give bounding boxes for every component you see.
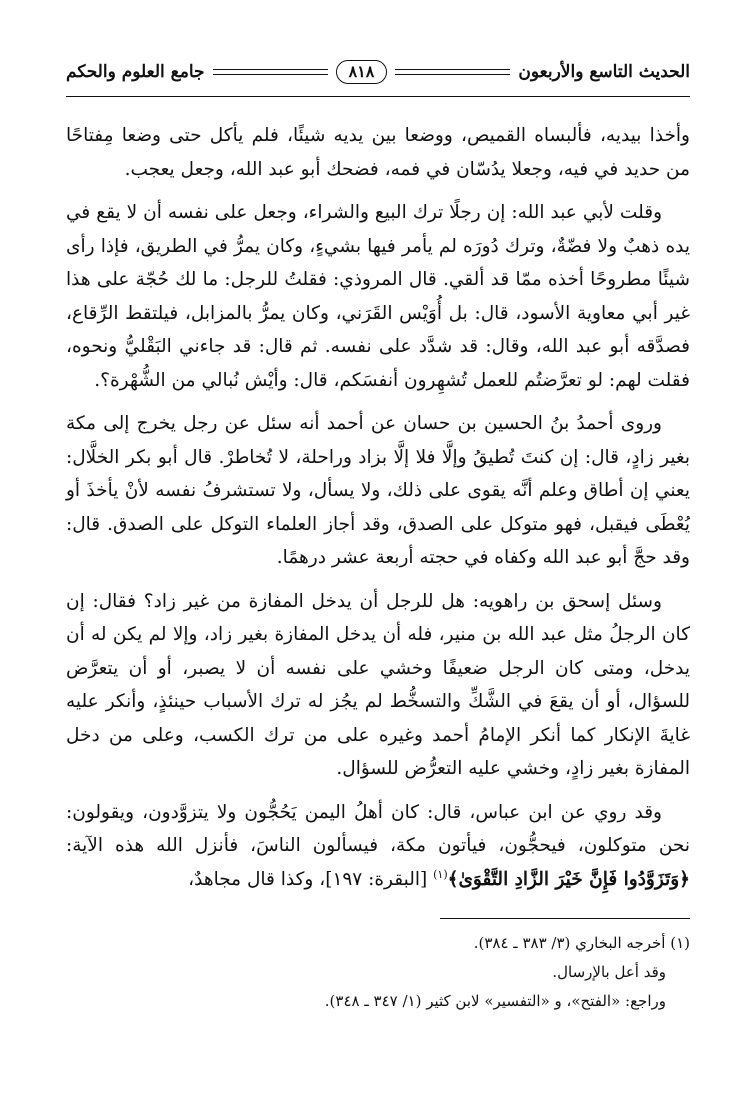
header-chapter-title: الحديث التاسع والأربعون: [518, 62, 690, 82]
quran-reference: [البقرة: ١٩٧]، وكذا قال مجاهدٌ،: [188, 868, 428, 890]
paragraph-2: وقلت لأبي عبد الله: إن رجلًا ترك البيع والشراء، وجعل على نفسه أن لا يقع في يده ذهبٌ ولا فضّةٌ، وترك دُورَه لم يأمر فيها بشيءٍ، وكان يمرُّ في الطريق، فإذا رأى شيئًا مطروحًا أخذه ممّا قد ألقي. قال المروذي: فقلتُ للرجل: ما لك حُجّة على هذا غير أبي معاوية الأسود، قال: بل أُوَيْس القَرَني، وكان يمرُّ بالمزابل، فيلتقط الرِّقاع، فصدَّقه أبو عبد الله، وقال: قد شدَّد على نفسه. ثم قال: قد جاءني البَقْليُّ ونحوه، فقلت لهم: لو تعرَّضتُم للعمل تُشهِرون أنفسَكم، قال: وأيْش نُبالي من الشُّهْرة؟.: [66, 202, 690, 391]
header-book-title: جامع العلوم والحكم: [66, 62, 205, 82]
main-text: [66, 119, 690, 896]
footnote-1-note: وقد أعل بالإرسال.: [552, 963, 666, 981]
book-page: [66, 52, 690, 1016]
paragraph-1: وأخذا بيديه، فألبساه القميص، ووضعا بين يديه شيئًا، فلم يأكل حتى وضعا مِفتاحًا من حديد في فيه، وجعلا يدُسّان في فمه، فضحك أبو عبد الله، وجعل يعجب.: [66, 125, 690, 180]
header-rule-right: [395, 69, 510, 75]
footnotes: [66, 929, 690, 1016]
header-rule-left: [213, 69, 328, 75]
footnote-marker: (١): [433, 867, 448, 881]
paragraph-5-text: وقد روي عن ابن عباس، قال: كان أهلُ اليمن يَحُجُّون ولا يتزوَّدون، ويقولون: نحن متوكلون، فيحجُّون، فيأتون مكة، فيسألون الناسَ، فأنزل الله هذه الآية:: [66, 801, 690, 856]
footnote-1-reference: وراجع: «الفتح»، و «التفسير» لابن كثير (١/ ٣٤٧ ـ ٣٤٨).: [324, 992, 666, 1010]
running-header: [66, 52, 690, 92]
footnote-divider: [440, 918, 690, 919]
quran-verse: ﴿وَتَزَوَّدُوا فَإِنَّ خَيْرَ الزَّادِ التَّقْوَىٰ﴾: [447, 868, 690, 890]
paragraph-3: وروى أحمدُ بنُ الحسين بن حسان عن أحمد أنه سئل عن رجل يخرج إلى مكة بغير زادٍ، قال: إن كنتَ تُطيقُ وإلَّا فلا إلَّا بزاد وراحلة، لا تُخاطرْ. قال أبو بكر الخلَّال: يعني إن أطاق وعلم أنَّه يقوى على ذلك، ولا يسأل، ولا تستشرفُ نفسه لأنْ يأخذَ أو يُعْطَى فيقبل، فهو متوكل على الصدق، وقد أجاز العلماء التوكل على الصدق. قال: وقد حجَّ أبو عبد الله وكفاه في حجته أربعة عشر درهمًا.: [66, 413, 690, 568]
paragraph-4: وسئل إسحق بن راهويه: هل للرجل أن يدخل المفازة من غير زاد؟ فقال: إن كان الرجلُ مثل عبد الله بن منير، فله أن يدخل المفازة بغير زاد، وإلا لم يكن له أن يدخل، ومتى كان الرجل ضعيفًا وخشي على نفسه أن لا يصبر، أو أن يتعرَّض للسؤال، أو أن يقعَ في الشَّكِّ والتسخُّط لم يجُز له ترك الأسباب حينئذٍ، وأنكر عليه غايةَ الإنكار كما أنكر الإمامُ أحمد وغيره على من ترك الكسب، وعلى من دخل المفازة بغير زادٍ، وخشي عليه التعرُّض للسؤال.: [66, 590, 690, 779]
page-number: ٨١٨: [336, 60, 388, 84]
paragraph-5: [66, 796, 690, 897]
header-divider: [66, 96, 690, 97]
footnote-1: (١) أخرجه البخاري (٣/ ٣٨٣ ـ ٣٨٤).: [473, 934, 690, 952]
